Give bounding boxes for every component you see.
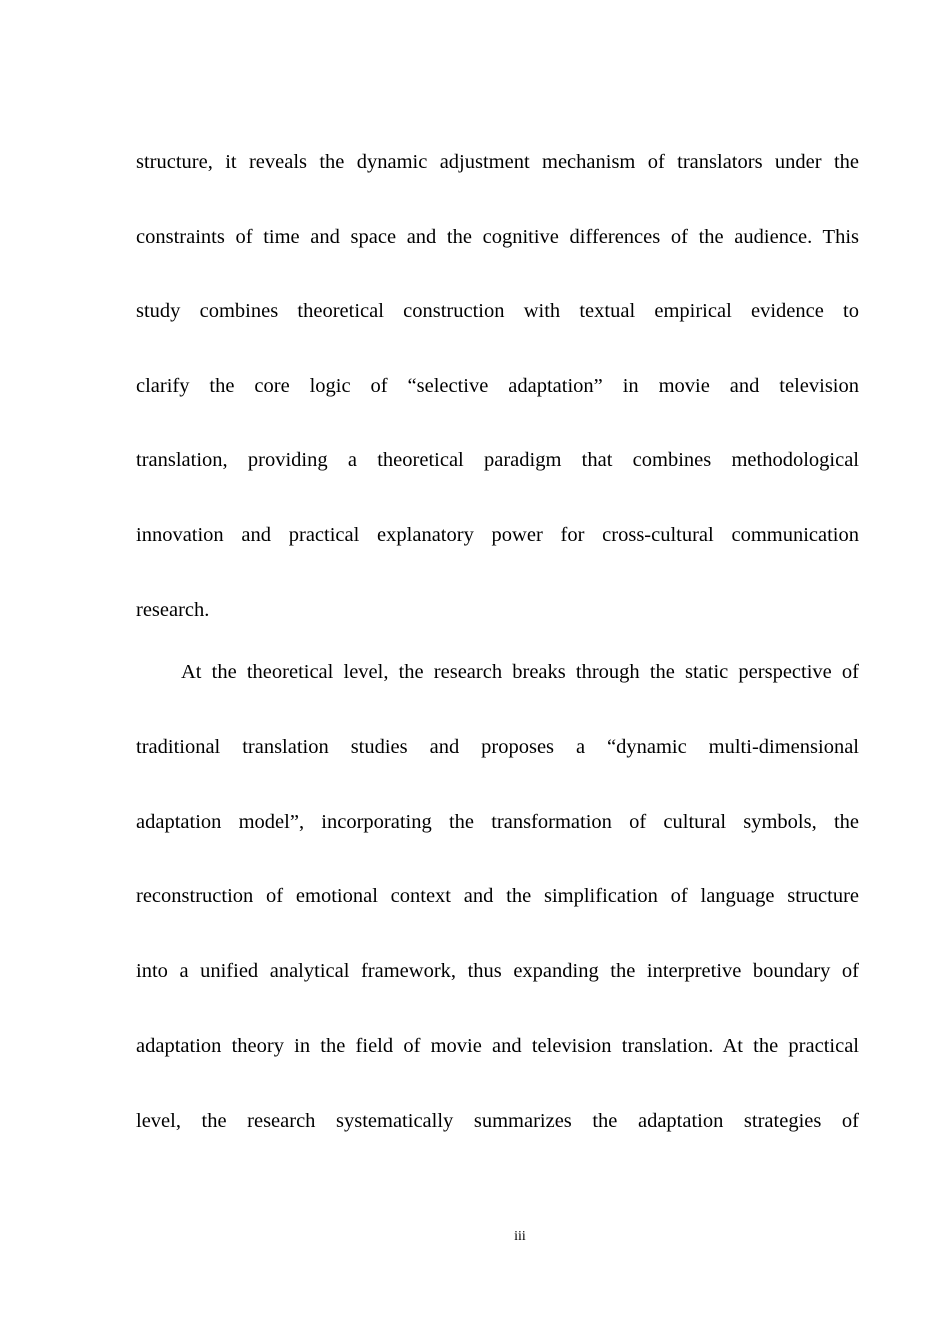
text-line: adaptation model”, incorporating the transformation of cultural symbols, the bbox=[136, 811, 859, 833]
text-line: research. bbox=[136, 599, 210, 621]
text-line: study combines theoretical construction with textual empirical evidence to bbox=[136, 300, 859, 322]
text-line: level, the research systematically summarizes the adaptation strategies of bbox=[136, 1110, 859, 1132]
page-number: iii bbox=[514, 1229, 526, 1244]
text-line: translation, providing a theoretical paradigm that combines methodological bbox=[136, 449, 859, 471]
text-line: traditional translation studies and proposes a “dynamic multi-dimensional bbox=[136, 736, 859, 758]
text-line: clarify the core logic of “selective adaptation” in movie and television bbox=[136, 375, 859, 397]
text-line: innovation and practical explanatory power for cross-cultural communication bbox=[136, 524, 859, 546]
text-line: into a unified analytical framework, thus expanding the interpretive boundary of bbox=[136, 960, 859, 982]
text-line: structure, it reveals the dynamic adjustment mechanism of translators under the bbox=[136, 151, 859, 173]
text-line: At the theoretical level, the research breaks through the static perspective of bbox=[181, 661, 859, 683]
text-line: reconstruction of emotional context and the simplification of language structure bbox=[136, 885, 859, 907]
text-line: adaptation theory in the field of movie and television translation. At the practical bbox=[136, 1035, 859, 1057]
text-line: constraints of time and space and the cognitive differences of the audience. This bbox=[136, 226, 859, 248]
